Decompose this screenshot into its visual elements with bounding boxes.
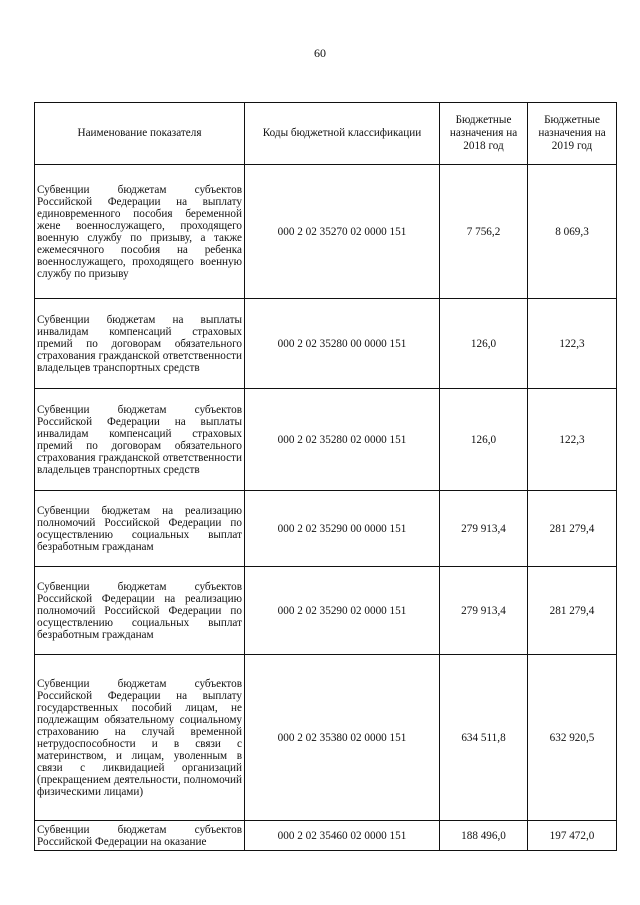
page-number: 60 <box>314 46 326 60</box>
row-2018: 279 913,4 <box>440 567 528 655</box>
row-2019: 8 069,3 <box>528 165 617 299</box>
row-code: 000 2 02 35380 02 0000 151 <box>245 655 440 821</box>
row-code: 000 2 02 35290 00 0000 151 <box>245 491 440 567</box>
row-2019: 122,3 <box>528 299 617 389</box>
table-row <box>35 299 617 389</box>
header-2018: Бюджетные назначения на 2018 год <box>440 103 528 165</box>
row-code: 000 2 02 35280 02 0000 151 <box>245 389 440 491</box>
row-2019: 281 279,4 <box>528 491 617 567</box>
row-2019: 632 920,5 <box>528 655 617 821</box>
row-2018: 7 756,2 <box>440 165 528 299</box>
row-code: 000 2 02 35290 02 0000 151 <box>245 567 440 655</box>
row-name: Субвенции бюджетам субъектов Российской Федерации на реализацию полномочий Российской Федерации по осуществлению социальных выплат безработным гражданам <box>35 567 245 655</box>
row-2019: 122,3 <box>528 389 617 491</box>
row-name: Субвенции бюджетам на реализацию полномочий Российской Федерации по осуществлению социальных выплат безработным гражданам <box>35 491 245 567</box>
row-code: 000 2 02 35460 02 0000 151 <box>245 821 440 851</box>
table-header-row <box>35 103 617 165</box>
row-code: 000 2 02 35270 02 0000 151 <box>245 165 440 299</box>
row-2019: 197 472,0 <box>528 821 617 851</box>
row-2018: 188 496,0 <box>440 821 528 851</box>
row-2018: 126,0 <box>440 389 528 491</box>
row-code: 000 2 02 35280 00 0000 151 <box>245 299 440 389</box>
table-row <box>35 567 617 655</box>
row-2019: 281 279,4 <box>528 567 617 655</box>
budget-table <box>34 102 617 851</box>
row-name: Субвенции бюджетам субъектов Российской Федерации на выплату государственных пособий лицам, не подлежащим обязательному социальному страхованию на случай временной нетрудоспособности и в связи с материнством, и лицам, уволенным в связи с ликвидацией организаций (прекращением деятельности, полномочий физическими лицами) <box>35 655 245 821</box>
header-name: Наименование показателя <box>35 103 245 165</box>
row-2018: 279 913,4 <box>440 491 528 567</box>
row-name: Субвенции бюджетам субъектов Российской Федерации на выплату единовременного пособия беременной жене военнослужащего, проходящего военную службу по призыву, а также ежемесячного пособия на ребенка военнослужащего, проходящего военную службу по призыву <box>35 165 245 299</box>
row-name: Субвенции бюджетам субъектов Российской Федерации на выплаты инвалидам компенсаций страховых премий по договорам обязательного страхования гражданской ответственности владельцев транспортных средств <box>35 389 245 491</box>
table-row <box>35 165 617 299</box>
table-row <box>35 491 617 567</box>
header-code: Коды бюджетной классификации <box>245 103 440 165</box>
row-name: Субвенции бюджетам субъектов Российской Федерации на оказание <box>35 821 245 851</box>
header-2019: Бюджетные назначения на 2019 год <box>528 103 617 165</box>
table-row <box>35 821 617 851</box>
row-name: Субвенции бюджетам на выплаты инвалидам компенсаций страховых премий по договорам обязательного страхования гражданской ответственности владельцев транспортных средств <box>35 299 245 389</box>
table-row <box>35 655 617 821</box>
row-2018: 634 511,8 <box>440 655 528 821</box>
table-row <box>35 389 617 491</box>
row-2018: 126,0 <box>440 299 528 389</box>
